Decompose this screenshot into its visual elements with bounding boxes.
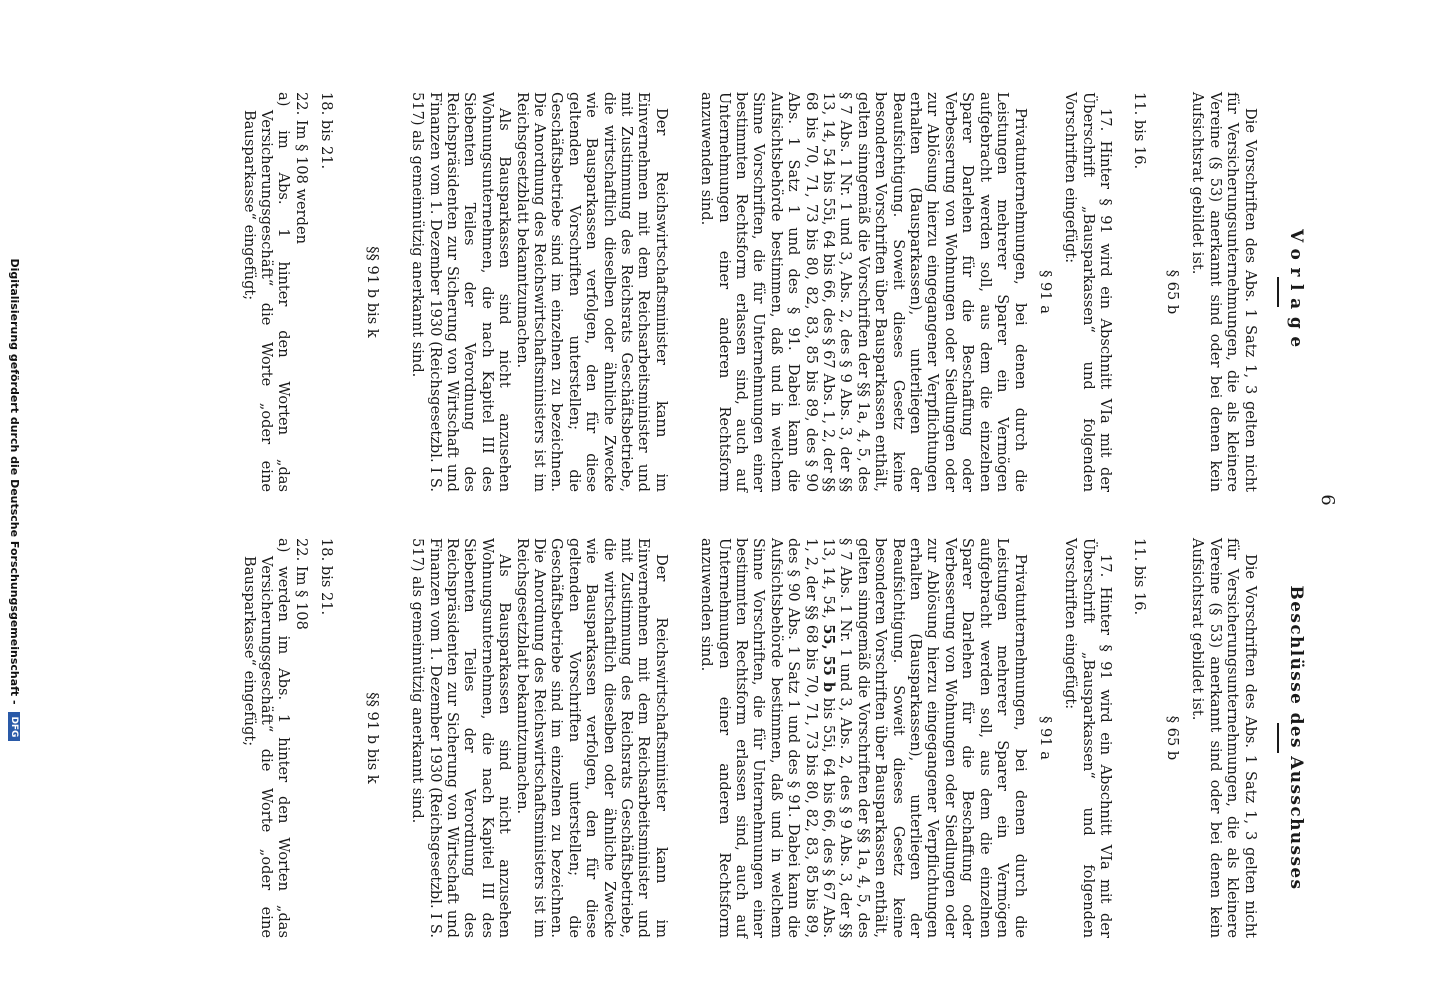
paragraph: Der Reichswirtschaftsminister kann im Einvernehmen mit dem Reichsarbeitsminister und mit Zustimmung des Reichsrats Geschäftsbetriebe, die wirtschaftlich dieselben oder ähnliche Zwecke wie Bausparkassen verfolgen, den für diese geltenden Vorschriften unterstellen; die Geschäftsbetriebe sind im einzelnen zu bezeichnen. Die Anordnung des Reichswirtschaftsministers ist im Reichsgesetzblatt bekanntzumachen. xyxy=(513,538,670,938)
paragraph-text: bis 55i, 64 bis 66, des § 67 Abs. 1, 2, der §§ 68 bis 70, 71, 73 bis 80, 82, 83, 85 bis 89, des § 90 Abs. 1 Satz 1 und des § 91. Dabei kann die Aufsichtsbehörde bestimmen, daß und in welchem Sinne Vorschriften, die für Unternehmungen einer bestimmten Rechtsform erlassen sind, auch auf Unternehmungen einer anderen Rechtsform anzuwenden sind. xyxy=(698,538,838,939)
section-heading: § 91 a xyxy=(1036,716,1054,760)
heading-rule xyxy=(1277,277,1279,307)
list-item: 17. Hinter § 91 wird ein Abschnitt VIa mit der Überschrift „Bausparkassen“ und folgenden Vorschriften eingefügt: xyxy=(1062,92,1115,492)
emphasized-reference: 55, 55 b xyxy=(820,624,838,693)
list-item: 11. bis 16. xyxy=(1130,538,1148,616)
column-heading: Vorlage xyxy=(1286,229,1306,355)
dfg-logo: DFG xyxy=(8,712,20,741)
digitization-text: Digitalisierung gefördert durch die Deutsche Forschungsgemeinschaft - xyxy=(8,258,21,705)
list-item: a) werden im Abs. 1 hinter den Worten „das Versicherungsgeschäft“ die Worte „oder eine Bausparkasse“ eingefügt; xyxy=(240,538,293,938)
paragraph: Privatunternehmungen, bei denen durch die Leistungen mehrerer Sparer ein Vermögen aufgebracht werden soll, aus dem die einzelnen Sparer Darlehen für die Beschaffung oder Verbesserung von Wohnungen oder Siedlungen oder zur Ablösung hierzu eingegangener Verpflichtungen erhalten (Bausparkassen), unterliegen der Beaufsichtigung. Soweit dieses Gesetz keine besonderen Vorschriften über Bausparkassen enthält, gelten sinngemäß die Vorschriften der §§ 1a, 4, 5, des § 7 Abs. 1 Nr. 1 und 3, Abs. 2, des § 9 Abs. 3, der §§ 13, 14, 54 bis 55i, 64 bis 66, des § 67 Abs. 1, 2, der §§ 68 bis 70, 71, 73 bis 80, 82, 83, 85 bis 89, des § 90 Abs. 1 Satz 1 und des § 91. Dabei kann die Aufsichtsbehörde bestimmen, daß und in welchem Sinne Vorschriften, die für Unternehmungen einer bestimmten Rechtsform erlassen sind, auch auf Unternehmungen einer anderen Rechtsform anzuwenden sind. xyxy=(698,92,1029,492)
list-item: 17. Hinter § 91 wird ein Abschnitt VIa mit der Überschrift „Bausparkassen“ und folgenden Vorschriften eingefügt: xyxy=(1062,538,1115,938)
paragraph: Die Vorschriften des Abs. 1 Satz 1, 3 gelten nicht für Versicherungsunternehmungen, die als kleinere Vereine (§ 53) anerkannt sind oder bei denen kein Aufsichtsrat gebildet ist. xyxy=(1189,538,1259,938)
section-heading: §§ 91 b bis k xyxy=(363,692,381,784)
paragraph: Als Bausparkassen sind nicht anzusehen Wohnungsunternehmen, die nach Kapitel III des Siebenten Teiles der Verordnung des Reichspräsidenten zur Sicherung von Wirtschaft und Finanzen vom 1. Dezember 1930 (Reichsgesetzbl. I S. 517) als gemeinnützig anerkannt sind. xyxy=(409,92,514,492)
paragraph-text: Privatunternehmungen, bei denen durch die Leistungen mehrerer Sparer ein Vermögen aufgebracht werden soll, aus dem die einzelnen Sparer Darlehen für die Beschaffung oder Verbesserung von Wohnungen oder Siedlungen oder zur Ablösung hierzu eingegangener Verpflichtungen erhalten (Bausparkassen), unterliegen der Beaufsichtigung. Soweit dieses Gesetz keine besonderen Vorschriften über Bausparkassen enthält, gelten sinngemäß die Vorschriften der §§ 1a, 4, 5, des § 7 Abs. 1 Nr. 1 und 3, Abs. 2, des § 9 Abs. 3, der §§ 13, 14, 54, xyxy=(820,538,1029,938)
list-item: a) im Abs. 1 hinter den Worten „das Versicherungsgeschäft“ die Worte „oder eine Bausparkasse“ eingefügt; xyxy=(240,92,293,492)
section-heading: § 65 b xyxy=(1163,269,1181,315)
column-heading: Beschlüsse des Ausschusses xyxy=(1286,585,1306,891)
list-item: 22. Im § 108 werden xyxy=(292,92,310,245)
section-heading: § 91 a xyxy=(1036,270,1054,314)
paragraph: Die Vorschriften des Abs. 1 Satz 1, 3 gelten nicht für Versicherungsunternehmungen, die als kleinere Vereine (§ 53) anerkannt sind oder bei denen kein Aufsichtsrat gebildet ist. xyxy=(1189,92,1259,492)
list-item: 11. bis 16. xyxy=(1130,92,1148,170)
left-column-vorlage xyxy=(240,92,1304,492)
list-item: 18. bis 21. xyxy=(318,538,336,616)
right-column-beschluesse xyxy=(240,538,1304,938)
paragraph: Als Bausparkassen sind nicht anzusehen Wohnungsunternehmen, die nach Kapitel III des Siebenten Teiles der Verordnung des Reichspräsidenten zur Sicherung von Wirtschaft und Finanzen vom 1. Dezember 1930 (Reichsgesetzbl. I S. 517) als gemeinnützig anerkannt sind. xyxy=(409,538,514,938)
page-number: 6 xyxy=(1317,494,1338,506)
list-item: 18. bis 21. xyxy=(318,92,336,170)
section-heading: § 65 b xyxy=(1163,715,1181,761)
digitization-note xyxy=(8,0,21,1000)
list-item: 22. Im § 108 xyxy=(292,538,310,630)
paragraph xyxy=(698,538,1029,938)
heading-rule xyxy=(1277,723,1279,753)
section-heading: §§ 91 b bis k xyxy=(363,246,381,338)
paragraph: Der Reichswirtschaftsminister kann im Einvernehmen mit dem Reichsarbeitsminister und mit Zustimmung des Reichsrats Geschäftsbetriebe, die wirtschaftlich dieselben oder ähnliche Zwecke wie Bausparkassen verfolgen, den für diese geltenden Vorschriften unterstellen; die Geschäftsbetriebe sind im einzelnen zu bezeichnen. Die Anordnung des Reichswirtschaftsministers ist im Reichsgesetzblatt bekanntzumachen. xyxy=(513,92,670,492)
